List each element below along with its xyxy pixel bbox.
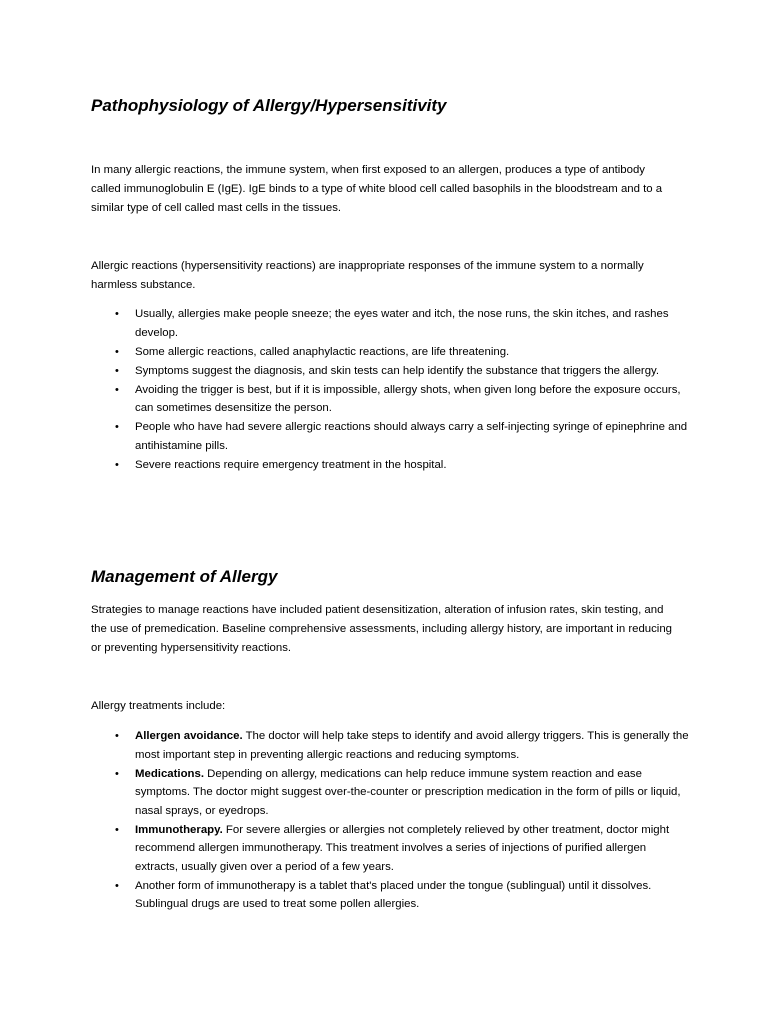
list-item: • Severe reactions require emergency treatment in the hospital. — [91, 456, 691, 475]
paragraph-allergic-reactions: Allergic reactions (hypersensitivity reactions) are inappropriate responses of the immune system to a normally harmless substance. — [91, 260, 644, 291]
bullet-icon: • — [115, 767, 119, 780]
paragraph-ige: In many allergic reactions, the immune system, when first exposed to an allergen, produces a type of antibody called immunoglobulin E (IgE). IgE binds to a type of white blood cell called basophils in the bloodstream and to a similar type of cell called mast cells in the tissues. — [91, 164, 663, 214]
section-title-management: Management of Allergy — [91, 567, 278, 586]
bullet-icon: • — [115, 308, 119, 320]
list-item: • Medications. Depending on allergy, medications can help reduce immune system reaction and ease symptoms. The doctor might suggest over-the-counter or prescription medication in the form of pills or liquid, nasal sprays, or eyedrops. — [91, 765, 691, 821]
list-item: • Symptoms suggest the diagnosis, and skin tests can help identify the substance that triggers the allergy. — [91, 362, 691, 381]
treatment-bullet-list — [91, 727, 691, 914]
list-item: • Immunotherapy. For severe allergies or allergies not completely relieved by other treatment, doctor might recommend allergen immunotherapy. This treatment involves a series of injections of purified allergen extracts, usually given over a period of a few years. — [91, 821, 691, 877]
paragraph-strategies: Strategies to manage reactions have included patient desensitization, alteration of infusion rates, skin testing, and the use of premedication. Baseline comprehensive assessments, including allergy history, are important in reducing or preventing hypersensitivity reactions. — [91, 604, 673, 654]
pathophysiology-bullet-list — [91, 305, 691, 475]
list-item: • Some allergic reactions, called anaphylactic reactions, are life threatening. — [91, 343, 691, 362]
list-item: • Avoiding the trigger is best, but if it is impossible, allergy shots, when given long before the exposure occurs, can sometimes desensitize the person. — [91, 381, 691, 418]
list-item: • Usually, allergies make people sneeze; the eyes water and itch, the nose runs, the skin itches, and rashes develop. — [91, 305, 691, 342]
bullet-icon: • — [115, 383, 119, 396]
bullet-icon: • — [115, 345, 119, 358]
list-item: • Another form of immunotherapy is a tablet that's placed under the tongue (sublingual) until it dissolves. Sublingual drugs are used to treat some pollen allergies. — [91, 877, 691, 914]
bullet-icon: • — [115, 823, 119, 836]
bullet-icon: • — [115, 879, 119, 892]
bullet-icon: • — [115, 458, 119, 471]
section-title-pathophysiology: Pathophysiology of Allergy/Hypersensitivity — [91, 96, 447, 115]
paragraph-treatments-intro: Allergy treatments include: — [91, 700, 226, 712]
list-item: • Allergen avoidance. The doctor will help take steps to identify and avoid allergy triggers. This is generally the most important step in preventing allergic reactions and reducing symptoms. — [91, 727, 691, 764]
bullet-icon: • — [115, 364, 119, 377]
bullet-icon: • — [115, 730, 119, 742]
list-item: • People who have had severe allergic reactions should always carry a self-injecting syringe of epinephrine and antihistamine pills. — [91, 418, 691, 455]
bullet-icon: • — [115, 421, 119, 433]
